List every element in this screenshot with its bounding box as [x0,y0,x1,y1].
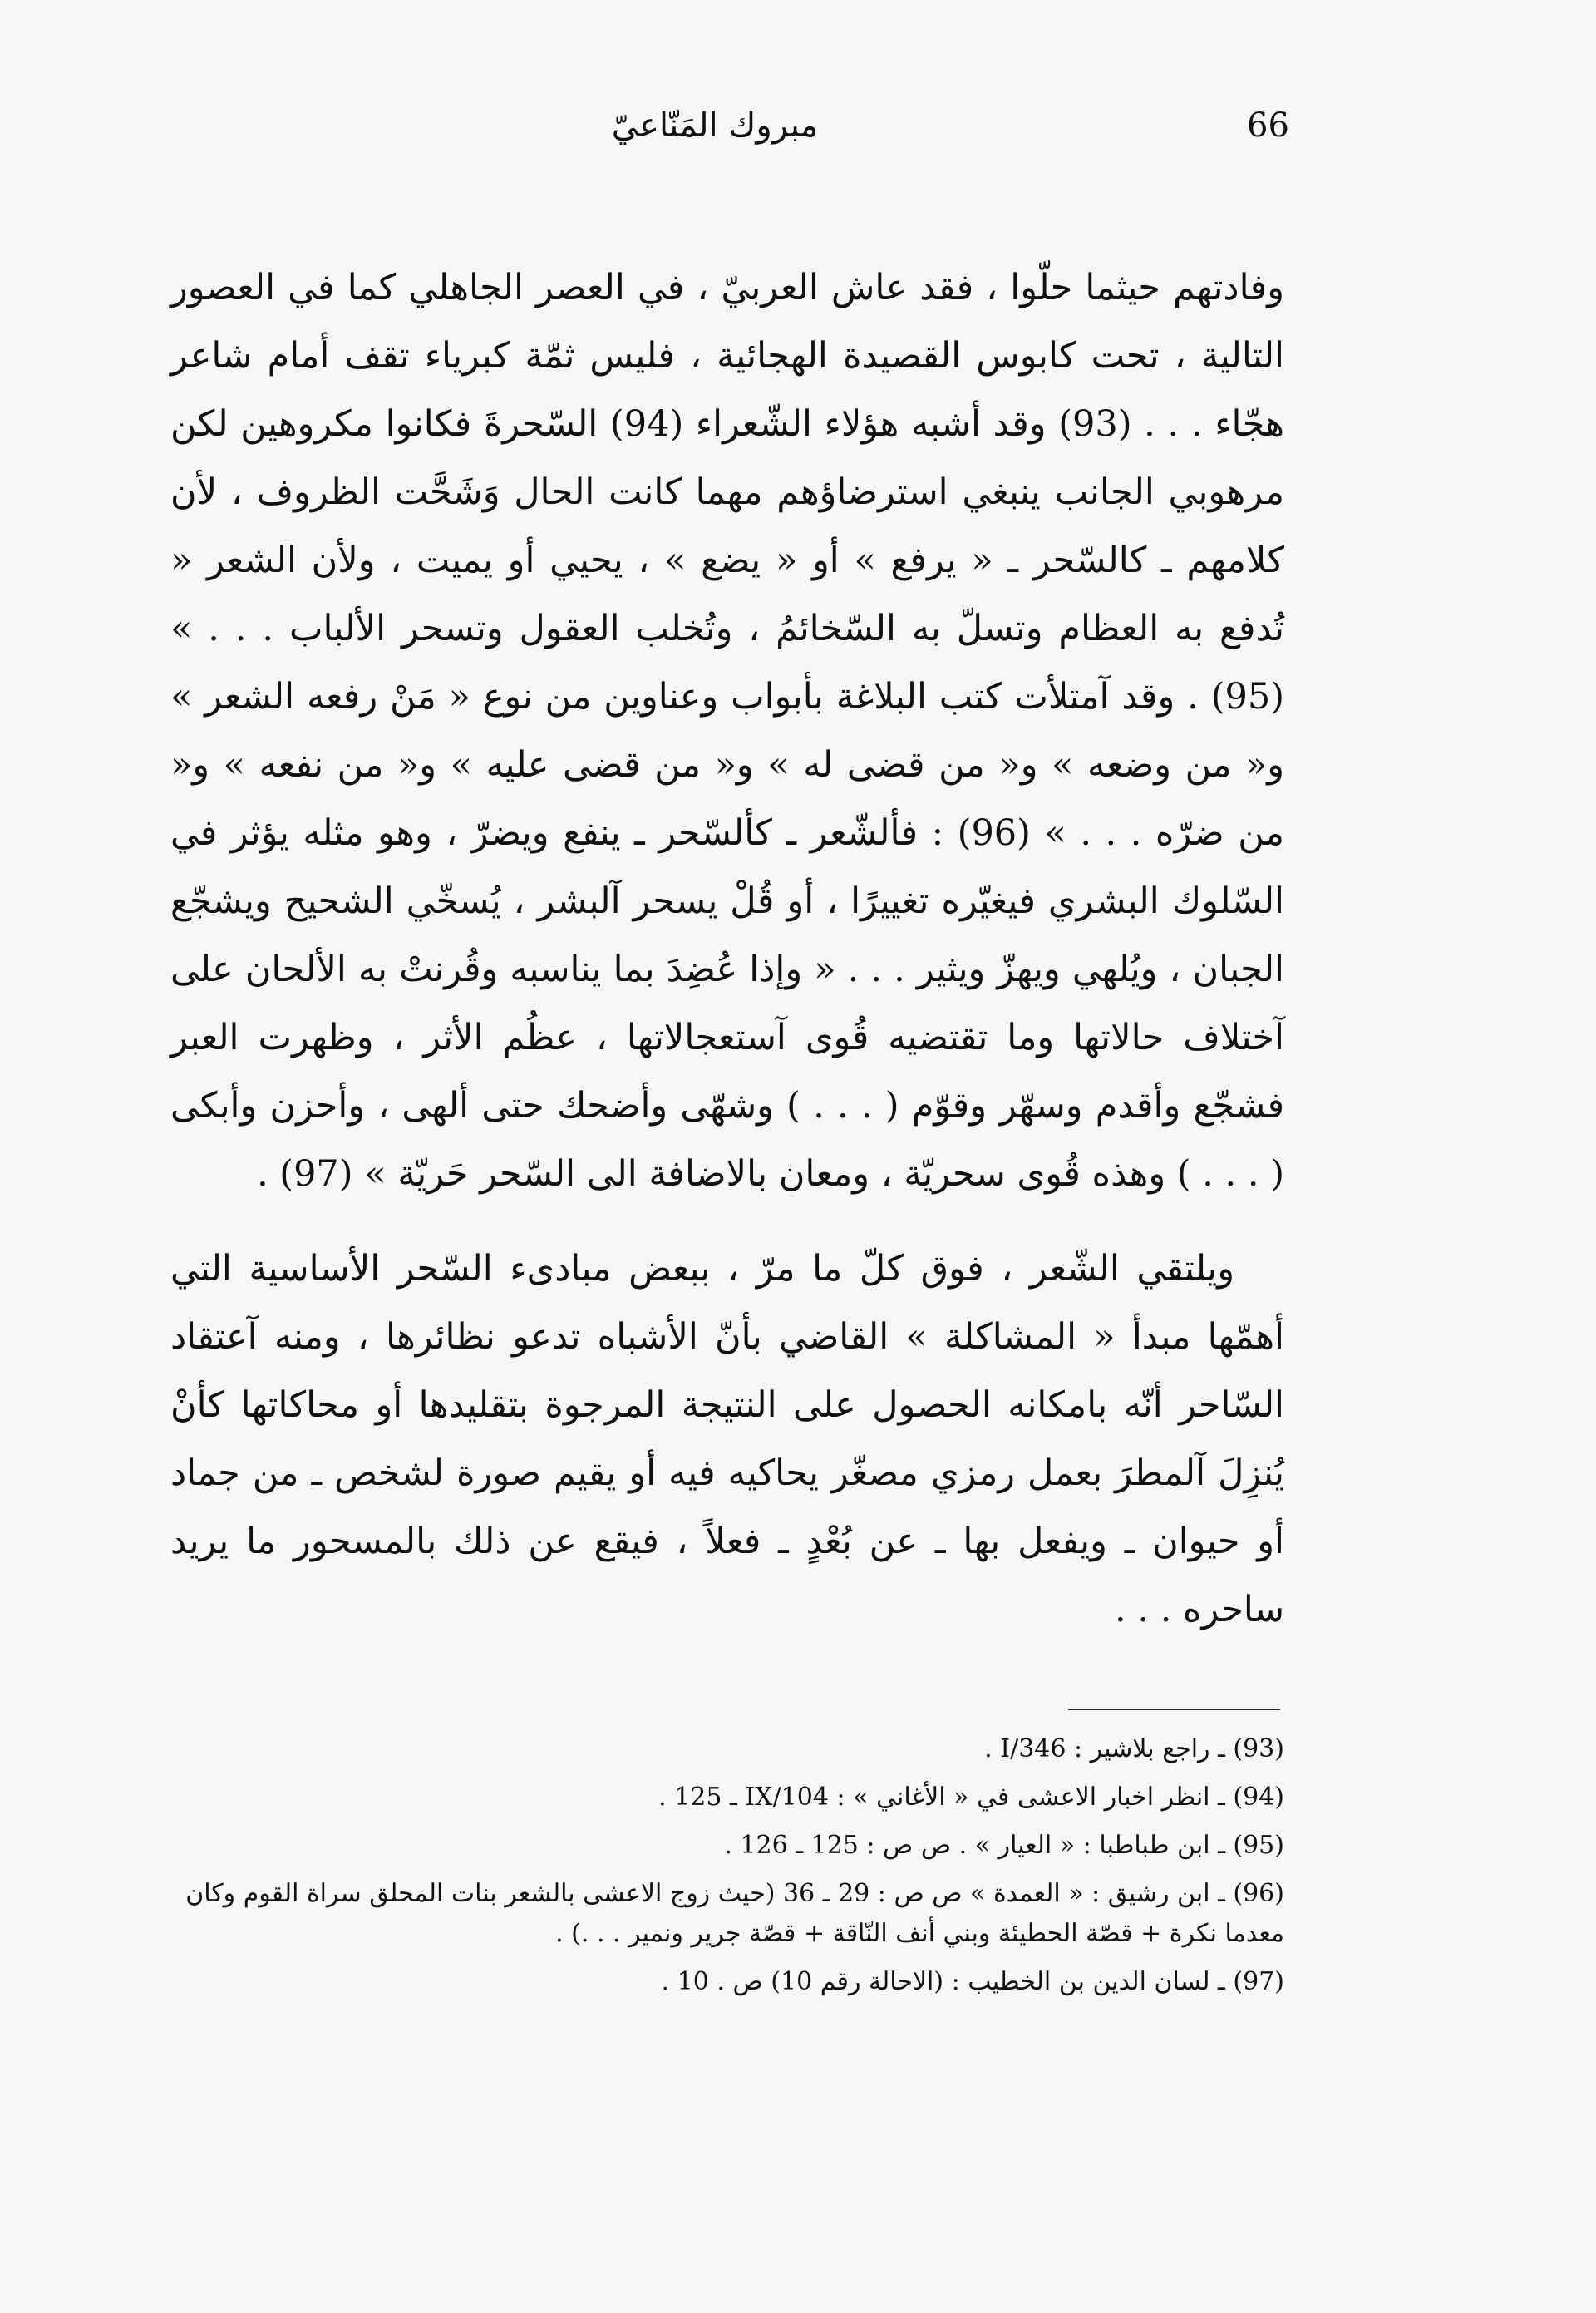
footnote-divider [1068,1709,1280,1710]
paragraph: وفادتهم حيثما حلّوا ، فقد عاش العربيّ ، في العصر الجاهلي كما في العصور التالية ، تحت كابوس القصيدة الهجائية ، فليس ثمّة كبرياء تقف أمام شاعر هجّاء . . . (93) وقد أشبه هؤلاء الشّعراء (94) السّحرةَ فكانوا مكروهين لكن مرهوبي الجانب ينبغي استرضاؤهم مهما كانت الحال وَشَحَّت الظروف ، لأن كلامهم ـ كالسّحر ـ « يرفع » أو « يضع » ، يحيي أو يميت ، ولأن الشعر « تُدفع به العظام وتسلّ به السّخائمُ ، وتُخلب العقول وتسحر الألباب . . . » (95) . وقد آمتلأت كتب البلاغة بأبواب وعناوين من نوع « مَنْ رفعه الشعر » و« من وضعه » و« من قضى له » و« من قضى عليه » و« من نفعه » و« من ضرّه . . . » (96) : فألشّعر ـ كألسّحر ـ ينفع ويضرّ ، وهو مثله يؤثر في السّلوك البشري فيغيّره تغييرًا ، أو قُلْ يسحر آلبشر ، يُسخّي الشحيح ويشجّع الجبان ، ويُلهي ويهزّ ويثير . . . « وإذا عُضِدَ بما يناسبه وقُرنتْ به الألحان على آختلاف حالاتها وما تقتضيه قُوى آستعجالاتها ، عظُم الأثر ، وظهرت العبر فشجّع وأقدم وسهّر وقوّم ( . . . ) وشهّى وأضحك حتى ألهى ، وأحزن وأبكى ( . . . ) وهذه قُوى سحريّة ، ومعان بالاضافة الى السّحر حَريّة » (97) . [170,267,1284,1195]
footnote: (93) ـ راجع بلاشير : 346/I . [984,1734,1284,1763]
footnotes [179,1729,1284,2010]
paragraph: ويلتقي الشّعر ، فوق كلّ ما مرّ ، ببعض مبادىء السّحر الأساسية التي أهمّها مبدأ « المشاكلة » القاضي بأنّ الأشباه تدعو نظائرها ، ومنه آعتقاد السّاحر أنّه بامكانه الحصول على النتيجة المرجوة بتقليدها أو محاكاتها كأنْ يُنزِلَ آلمطرَ بعمل رمزي مصغّر يحاكيه فيه أو يقيم صورة لشخص ـ من جماد أو حيوان ـ ويفعل بها ـ عن بُعْدٍ ـ فعلاً ، فيقع عن ذلك بالمسحور ما يريد ساحره . . . [170,1248,1285,1630]
footnote: (97) ـ لسان الدين بن الخطيب : (الاحالة رقم 10) ص . 10 . [661,1967,1284,1996]
footnote: (94) ـ انظر اخبار الاعشى في « الأغاني » : 104/IX ـ 125 . [658,1783,1284,1812]
body-text [170,254,1284,1644]
running-title: مبروك المَنّاعيّ [611,106,819,145]
footnote: (95) ـ ابن طباطبا : « العيار » . ص ص : 125 ـ 126 . [724,1831,1284,1860]
footnote: (96) ـ ابن رشيق : « العمدة » ص ص : 29 ـ 36 (حيث زوج الاعشى بالشعر بنات المحلق سراة القوم وكان معدما نكرة + قصّة الحطيئة وبني أنف النّاقة + قصّة جرير ونمير . . .) . [185,1879,1284,1948]
page-number: 66 [1247,106,1289,145]
